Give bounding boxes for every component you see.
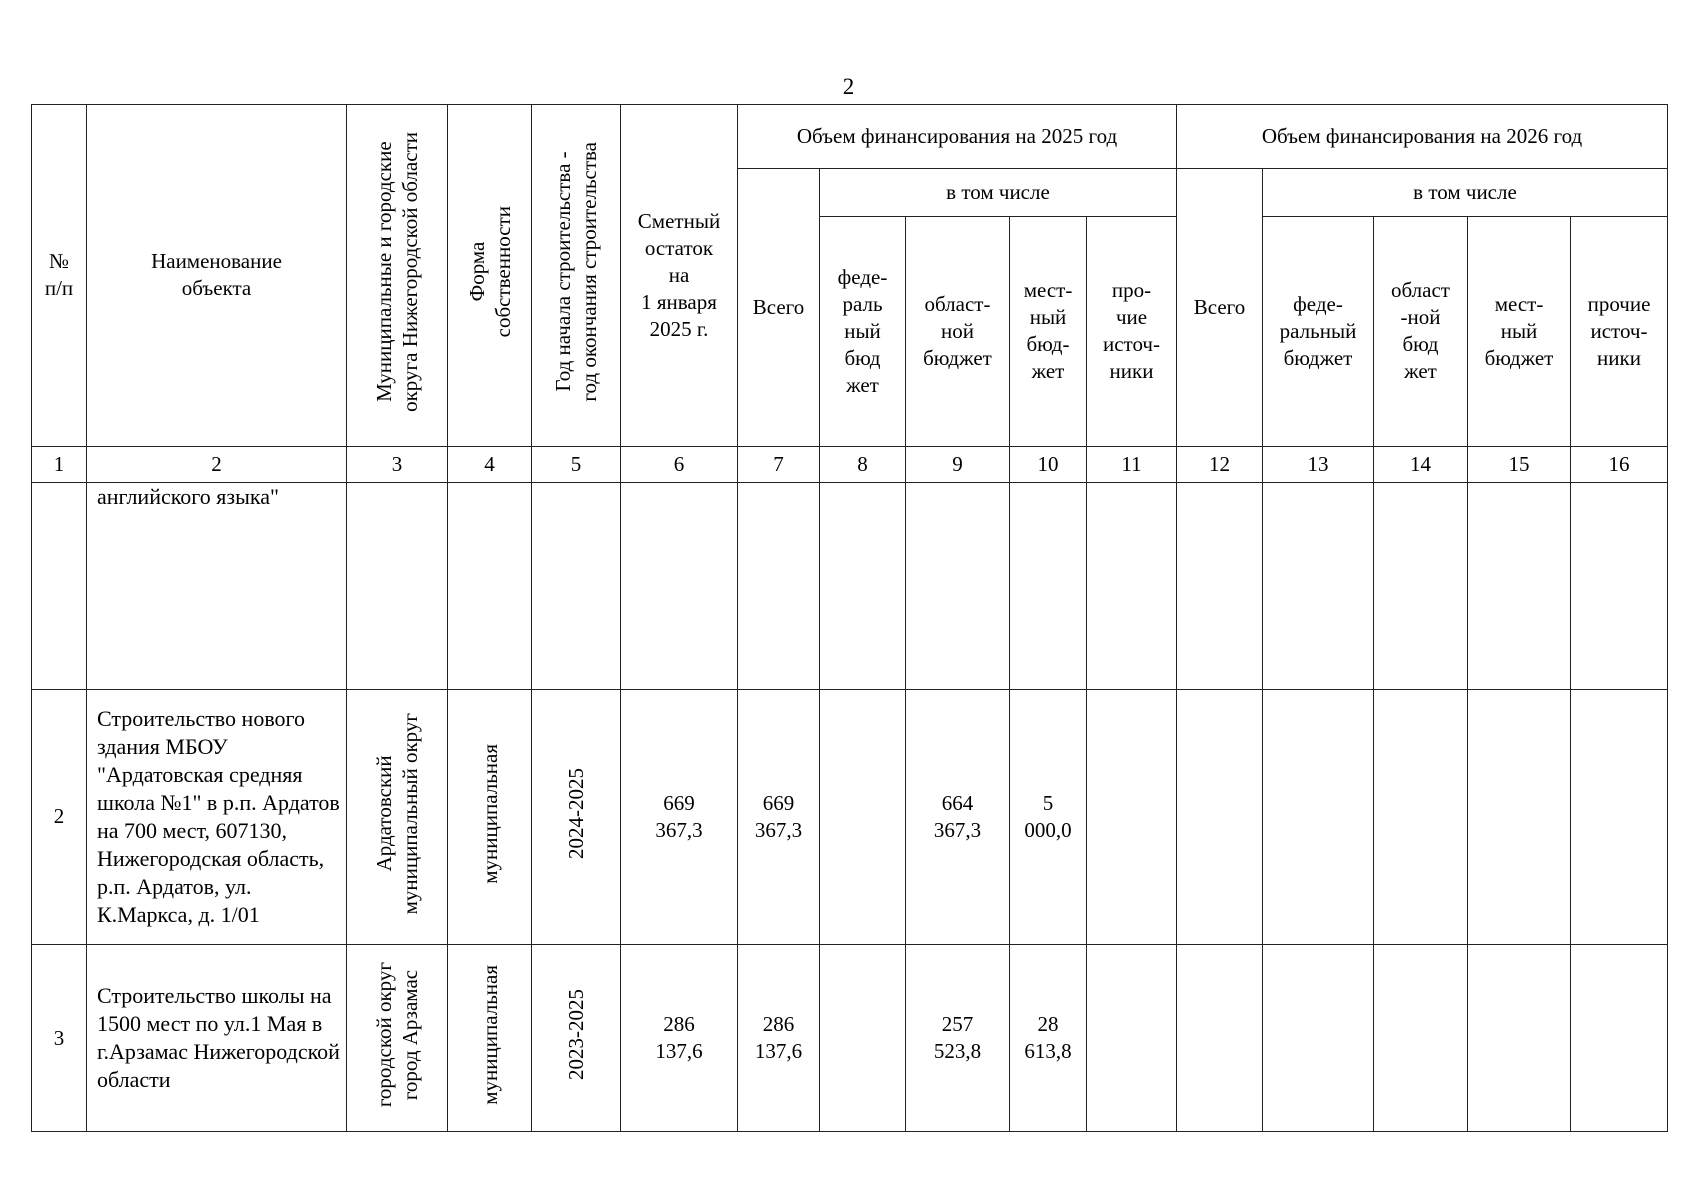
row-object-name: Строительство школы на 1500 мест по ул.1 Мая в г.Арзамас Нижегородской области <box>87 945 347 1132</box>
header-years: Год начала строительства - год окончания строительства <box>532 105 621 447</box>
row-total-2025: 669 367,3 <box>738 689 820 944</box>
column-number: 5 <box>532 446 621 482</box>
row-other-2026 <box>1571 689 1668 944</box>
column-number: 11 <box>1087 446 1177 482</box>
header-num: № п/п <box>32 105 87 447</box>
row-other-2025 <box>1087 482 1177 689</box>
row-num: 2 <box>32 689 87 944</box>
row-local-2025: 28 613,8 <box>1010 945 1087 1132</box>
header-municipality: Муниципальные и городские округа Нижегородской области <box>347 105 448 447</box>
row-ownership: муниципальная <box>448 945 532 1132</box>
row-local-2025 <box>1010 482 1087 689</box>
row-federal-2025 <box>820 689 906 944</box>
row-regional-2025: 664 367,3 <box>906 689 1010 944</box>
header-including-2025: в том числе <box>820 169 1177 216</box>
header-including-2026: в том числе <box>1263 169 1668 216</box>
column-number: 2 <box>87 446 347 482</box>
row-total-2026 <box>1177 945 1263 1132</box>
row-other-2025 <box>1087 945 1177 1132</box>
column-number: 4 <box>448 446 532 482</box>
column-number: 6 <box>621 446 738 482</box>
row-total-2025: 286 137,6 <box>738 945 820 1132</box>
table-row <box>32 689 1668 944</box>
row-other-2026 <box>1571 482 1668 689</box>
row-balance <box>621 482 738 689</box>
column-number: 1 <box>32 446 87 482</box>
row-total-2026 <box>1177 482 1263 689</box>
row-federal-2026 <box>1263 945 1374 1132</box>
row-num: 3 <box>32 945 87 1132</box>
row-ownership: муниципальная <box>448 689 532 944</box>
header-regional-2025: област- ной бюджет <box>906 216 1010 446</box>
row-other-2026 <box>1571 945 1668 1132</box>
column-number: 14 <box>1374 446 1468 482</box>
row-local-2026 <box>1468 482 1571 689</box>
header-federal-2025: феде- раль ный бюд жет <box>820 216 906 446</box>
row-regional-2026 <box>1374 689 1468 944</box>
row-regional-2026 <box>1374 945 1468 1132</box>
column-number: 7 <box>738 446 820 482</box>
page-number: 2 <box>842 74 855 99</box>
row-other-2025 <box>1087 689 1177 944</box>
column-number: 9 <box>906 446 1010 482</box>
row-regional-2025 <box>906 482 1010 689</box>
row-federal-2026 <box>1263 482 1374 689</box>
column-number: 13 <box>1263 446 1374 482</box>
row-years: 2023-2025 <box>532 945 621 1132</box>
column-number: 16 <box>1571 446 1668 482</box>
header-other-2026: прочие источ- ники <box>1571 216 1668 446</box>
header-regional-2026: област -ной бюд жет <box>1374 216 1468 446</box>
column-number: 8 <box>820 446 906 482</box>
row-local-2025: 5 000,0 <box>1010 689 1087 944</box>
row-regional-2025: 257 523,8 <box>906 945 1010 1132</box>
header-ownership: Форма собственности <box>448 105 532 447</box>
row-object-name: Строительство нового здания МБОУ "Ардатовская средняя школа №1" в р.п. Ардатов на 700 мест, 607130, Нижегородская область, р.п. Ардатов, ул. К.Маркса, д. 1/01 <box>87 689 347 944</box>
header-total-2026: Всего <box>1177 169 1263 446</box>
row-regional-2026 <box>1374 482 1468 689</box>
column-number: 12 <box>1177 446 1263 482</box>
row-federal-2025 <box>820 945 906 1132</box>
header-local-2025: мест- ный бюд- жет <box>1010 216 1087 446</box>
row-municipality: городской округ город Арзамас <box>347 945 448 1132</box>
row-local-2026 <box>1468 689 1571 944</box>
row-balance: 286 137,6 <box>621 945 738 1132</box>
column-number-row <box>32 446 1668 482</box>
header-local-2026: мест- ный бюджет <box>1468 216 1571 446</box>
construction-financing-table <box>31 104 1668 1132</box>
header-name: Наименование объекта <box>87 105 347 447</box>
column-number: 10 <box>1010 446 1087 482</box>
row-object-name: английского языка" <box>87 482 347 689</box>
column-number: 15 <box>1468 446 1571 482</box>
header-financing-2025: Объем финансирования на 2025 год <box>738 105 1177 169</box>
table-row <box>32 482 1668 689</box>
row-municipality: Ардатовский муниципальный округ <box>347 689 448 944</box>
row-federal-2026 <box>1263 689 1374 944</box>
row-years <box>532 482 621 689</box>
column-number: 3 <box>347 446 448 482</box>
row-local-2026 <box>1468 945 1571 1132</box>
header-federal-2026: феде- ральный бюджет <box>1263 216 1374 446</box>
row-total-2026 <box>1177 689 1263 944</box>
row-total-2025 <box>738 482 820 689</box>
row-federal-2025 <box>820 482 906 689</box>
row-ownership <box>448 482 532 689</box>
header-other-2025: про- чие источ- ники <box>1087 216 1177 446</box>
row-years: 2024-2025 <box>532 689 621 944</box>
header-financing-2026: Объем финансирования на 2026 год <box>1177 105 1668 169</box>
table-row <box>32 945 1668 1132</box>
row-num <box>32 482 87 689</box>
row-balance: 669 367,3 <box>621 689 738 944</box>
row-municipality <box>347 482 448 689</box>
header-balance: Сметный остаток на 1 января 2025 г. <box>621 105 738 447</box>
header-total-2025: Всего <box>738 169 820 446</box>
